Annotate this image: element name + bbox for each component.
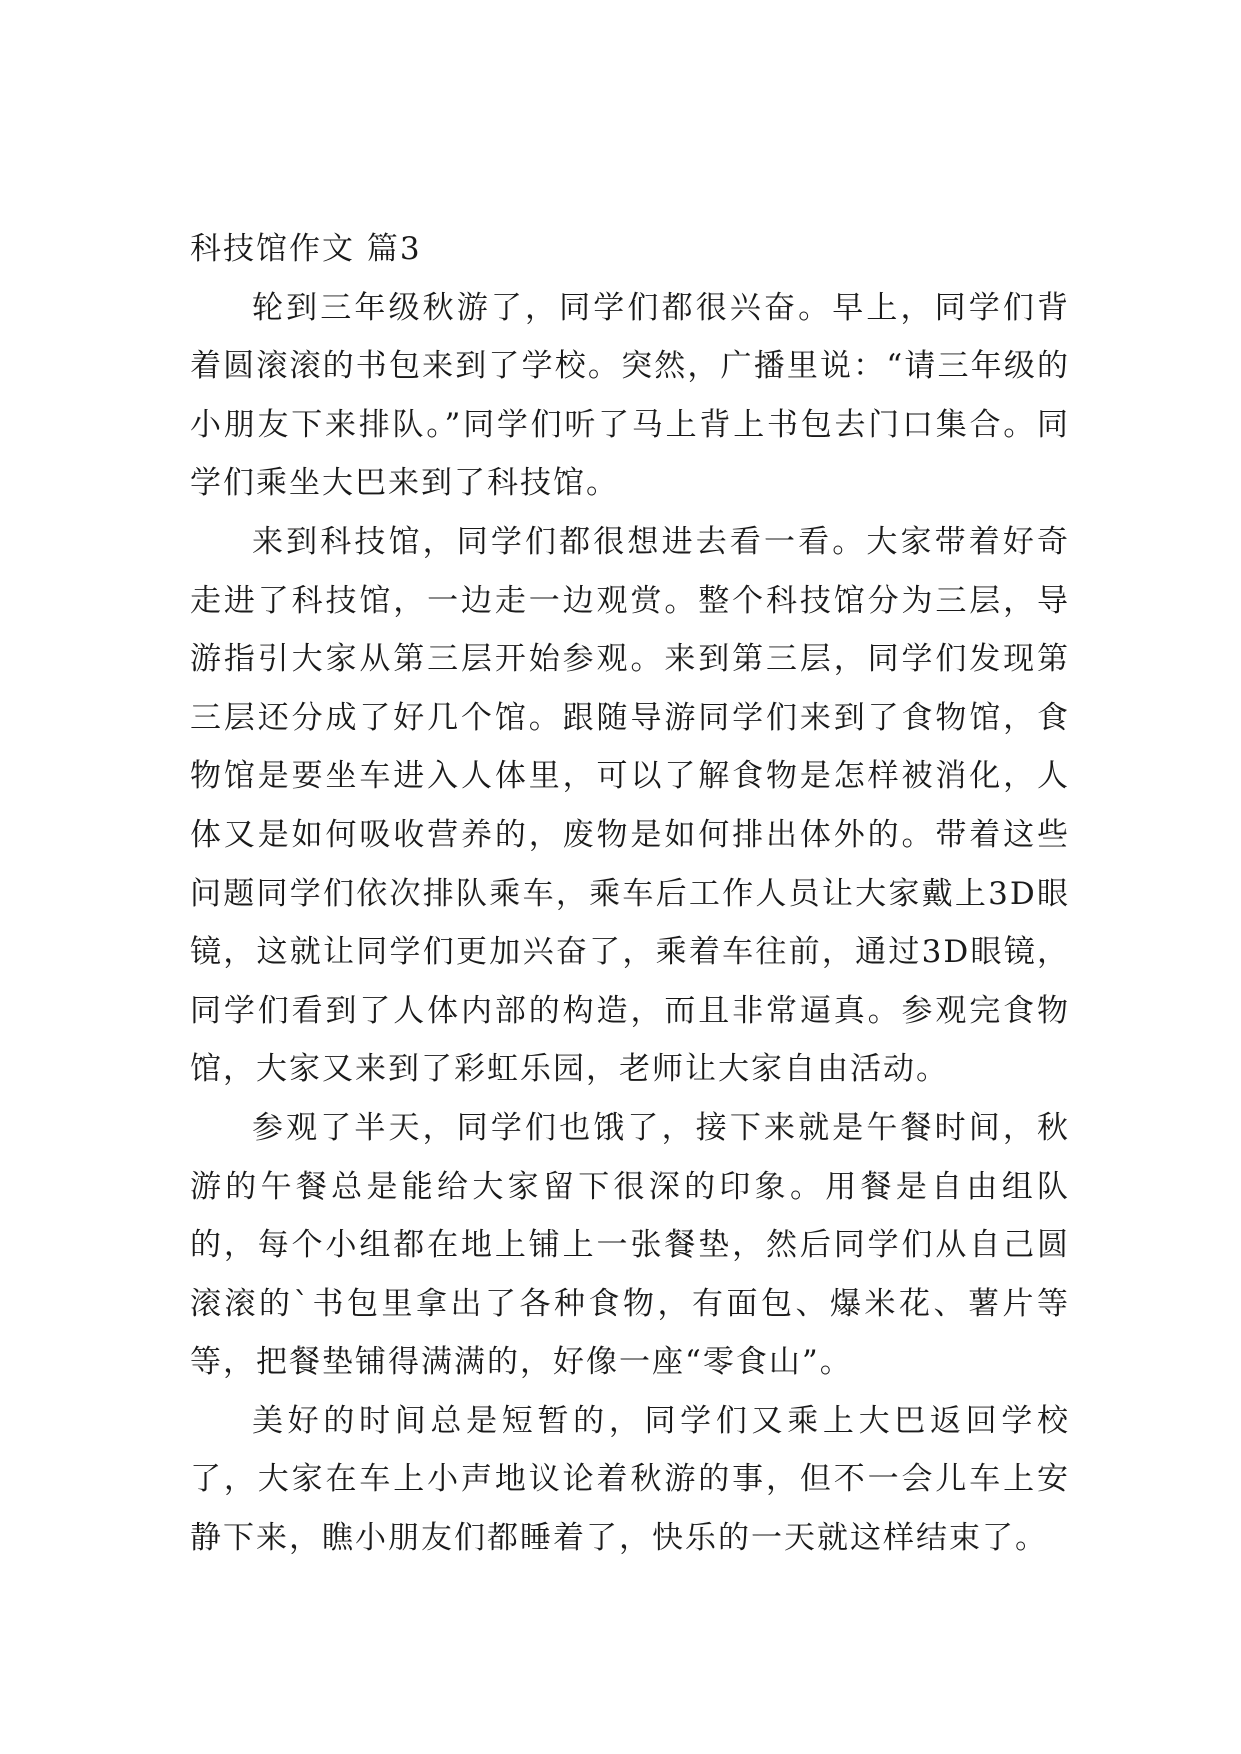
essay-title: 科技馆作文 篇3 bbox=[190, 231, 422, 267]
paragraph-2: 来到科技馆，同学们都很想进去看一看。大家带着好奇走进了科技馆，一边走一边观赏。整个科技馆分为三层，导游指引大家从第三层开始参观。来到第三层，同学们发现第三层还分成了好几个馆。跟随导游同学们来到了食物馆，食物馆是要坐车进入人体里，可以了解食物是怎样被消化，人体又是如何吸收营养的，废物是如何排出体外的。带着这些问题同学们依次排队乘车，乘车后工作人员让大家戴上3D眼镜，这就让同学们更加兴奋了，乘着车往前，通过3D眼镜，同学们看到了人体内部的构造，而且非常逼真。参观完食物馆，大家又来到了彩虹乐园，老师让大家自由活动。 bbox=[190, 523, 1070, 1088]
paragraph-4: 美好的时间总是短暂的，同学们又乘上大巴返回学校了，大家在车上小声地议论着秋游的事，但不一会儿车上安静下来，瞧小朋友们都睡着了，快乐的一天就这样结束了。 bbox=[190, 1402, 1070, 1557]
paragraph-1: 轮到三年级秋游了，同学们都很兴奋。早上，同学们背着圆滚滚的书包来到了学校。突然，广播里说：“请三年级的小朋友下来排队。”同学们听了马上背上书包去门口集合。同学们乘坐大巴来到了科技馆。 bbox=[190, 289, 1070, 502]
essay-body bbox=[190, 220, 1070, 1568]
paragraph-3: 参观了半天，同学们也饿了，接下来就是午餐时间，秋游的午餐总是能给大家留下很深的印象。用餐是自由组队的，每个小组都在地上铺上一张餐垫，然后同学们从自己圆滚滚的`书包里拿出了各种食物，有面包、爆米花、薯片等等，把餐垫铺得满满的，好像一座“零食山”。 bbox=[190, 1109, 1070, 1381]
